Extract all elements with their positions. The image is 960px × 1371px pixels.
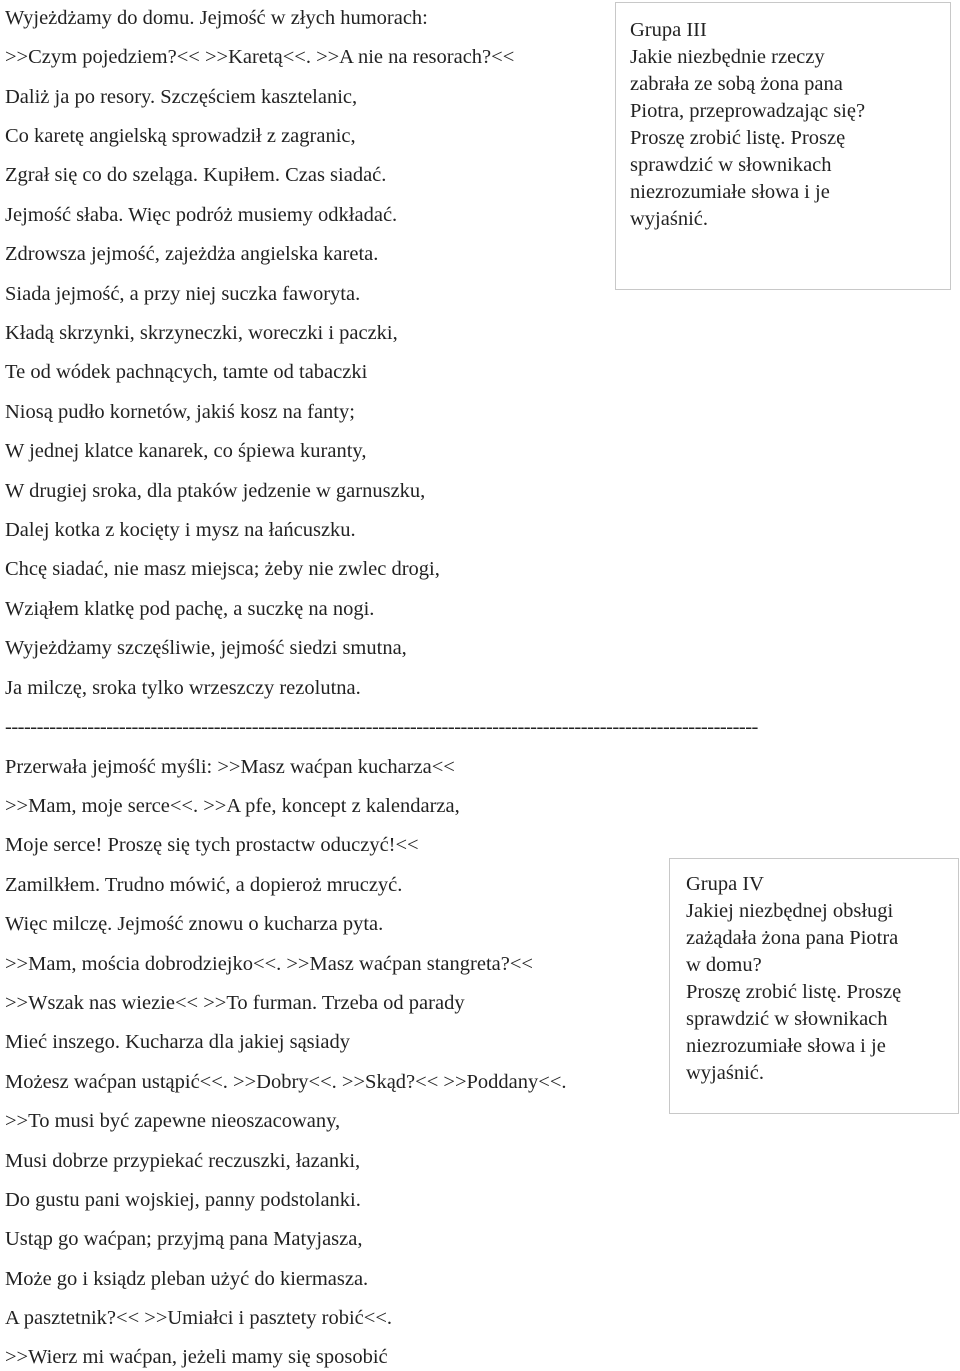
poem-line: Do gustu pani wojskiej, panny podstolanki. bbox=[5, 1189, 361, 1211]
poem-line: Musi dobrze przypiekać reczuszki, łazanki, bbox=[5, 1150, 361, 1172]
poem-line: Wyjeżdżamy do domu. Jejmość w złych humorach: bbox=[5, 7, 428, 29]
poem-line: Może go i ksiądz pleban użyć do kiermasza. bbox=[5, 1268, 369, 1290]
group-4-task-line: wyjaśnić. bbox=[686, 1062, 764, 1084]
poem-line: >>To musi być zapewne nieoszacowany, bbox=[5, 1110, 341, 1132]
poem-line: Wziąłem klatkę pod pachę, a suczkę na nogi. bbox=[5, 598, 375, 620]
group-3-task-line: Jakie niezbędnie rzeczy bbox=[630, 46, 825, 68]
poem-line: >>Mam, mościa dobrodziejko<<. >>Masz waćpan stangreta?<< bbox=[5, 953, 533, 975]
poem-line: Mieć inszego. Kucharza dla jakiej sąsiady bbox=[5, 1031, 350, 1053]
poem-line: Moje serce! Proszę się tych prostactw oduczyć!<< bbox=[5, 834, 419, 856]
group-4-task-line: w domu? bbox=[686, 954, 762, 976]
poem-line: Możesz waćpan ustąpić<<. >>Dobry<<. >>Skąd?<< >>Poddany<<. bbox=[5, 1071, 567, 1093]
group-3-title: Grupa III bbox=[630, 19, 707, 41]
poem-line: W drugiej sroka, dla ptaków jedzenie w garnuszku, bbox=[5, 480, 426, 502]
poem-line: Wyjeżdżamy szczęśliwie, jejmość siedzi smutna, bbox=[5, 637, 407, 659]
poem-line: Siada jejmość, a przy niej suczka faworyta. bbox=[5, 283, 361, 305]
poem-line: Ustąp go waćpan; przyjmą pana Matyjasza, bbox=[5, 1228, 363, 1250]
poem-line: Co karetę angielską sprowadził z zagranic, bbox=[5, 125, 356, 147]
poem-line: Zgrał się co do szeląga. Kupiłem. Czas siadać. bbox=[5, 164, 387, 186]
group-4-task-line: Proszę zrobić listę. Proszę bbox=[686, 981, 902, 1003]
group-3-task-box bbox=[615, 2, 951, 290]
group-4-title: Grupa IV bbox=[686, 873, 764, 895]
group-4-task-line: zażądała żona pana Piotra bbox=[686, 927, 899, 949]
group-3-task-line: zabrała ze sobą żona pana bbox=[630, 73, 843, 95]
group-4-task-line: Jakiej niezbędnej obsługi bbox=[686, 900, 894, 922]
group-3-task-line: Piotra, przeprowadzając się? bbox=[630, 100, 866, 122]
poem-line: Chcę siadać, nie masz miejsca; żeby nie zwlec drogi, bbox=[5, 558, 440, 580]
poem-line: Więc milczę. Jejmość znowu o kucharza pyta. bbox=[5, 913, 384, 935]
poem-line: Niosą pudło kornetów, jakiś kosz na fanty; bbox=[5, 401, 355, 423]
poem-line: Ja milczę, sroka tylko wrzeszczy rezolutna. bbox=[5, 677, 361, 699]
group-3-task-line: wyjaśnić. bbox=[630, 208, 708, 230]
group-3-task-line: niezrozumiałe słowa i je bbox=[630, 181, 830, 203]
poem-line: Te od wódek pachnących, tamte od tabaczki bbox=[5, 361, 368, 383]
poem-line: >>Wszak nas wiezie<< >>To furman. Trzeba od parady bbox=[5, 992, 465, 1014]
poem-line: Przerwała jejmość myśli: >>Masz waćpan kucharza<< bbox=[5, 756, 455, 778]
group-3-task-line: Proszę zrobić listę. Proszę bbox=[630, 127, 846, 149]
poem-line: >>Wierz mi waćpan, jeżeli mamy się sposobić bbox=[5, 1346, 388, 1368]
poem-line: >>Czym pojedziem?<< >>Karetą<<. >>A nie na resorach?<< bbox=[5, 46, 515, 68]
group-4-task-line: sprawdzić w słownikach bbox=[686, 1008, 888, 1030]
poem-line: >>Mam, moje serce<<. >>A pfe, koncept z kalendarza, bbox=[5, 795, 460, 817]
group-4-task-line: niezrozumiałe słowa i je bbox=[686, 1035, 886, 1057]
poem-line: Zamilkłem. Trudno mówić, a dopieroż mruczyć. bbox=[5, 874, 403, 896]
poem-line: Kładą skrzynki, skrzyneczki, woreczki i paczki, bbox=[5, 322, 398, 344]
group-4-task-box bbox=[669, 858, 959, 1114]
poem-line: Dalej kotka z kocięty i mysz na łańcuszku. bbox=[5, 519, 356, 541]
section-divider: ----------------------------------------------------------------------------------------------------------------------- bbox=[5, 716, 758, 738]
poem-line: A pasztetnik?<< >>Umiałci i pasztety robić<<. bbox=[5, 1307, 393, 1329]
poem-line: Daliż ja po resory. Szczęściem kasztelanic, bbox=[5, 86, 358, 108]
poem-line: Jejmość słaba. Więc podróż musiemy odkładać. bbox=[5, 204, 398, 226]
poem-line: Zdrowsza jejmość, zajeżdża angielska kareta. bbox=[5, 243, 379, 265]
group-3-task-line: sprawdzić w słownikach bbox=[630, 154, 832, 176]
poem-line: W jednej klatce kanarek, co śpiewa kuranty, bbox=[5, 440, 367, 462]
